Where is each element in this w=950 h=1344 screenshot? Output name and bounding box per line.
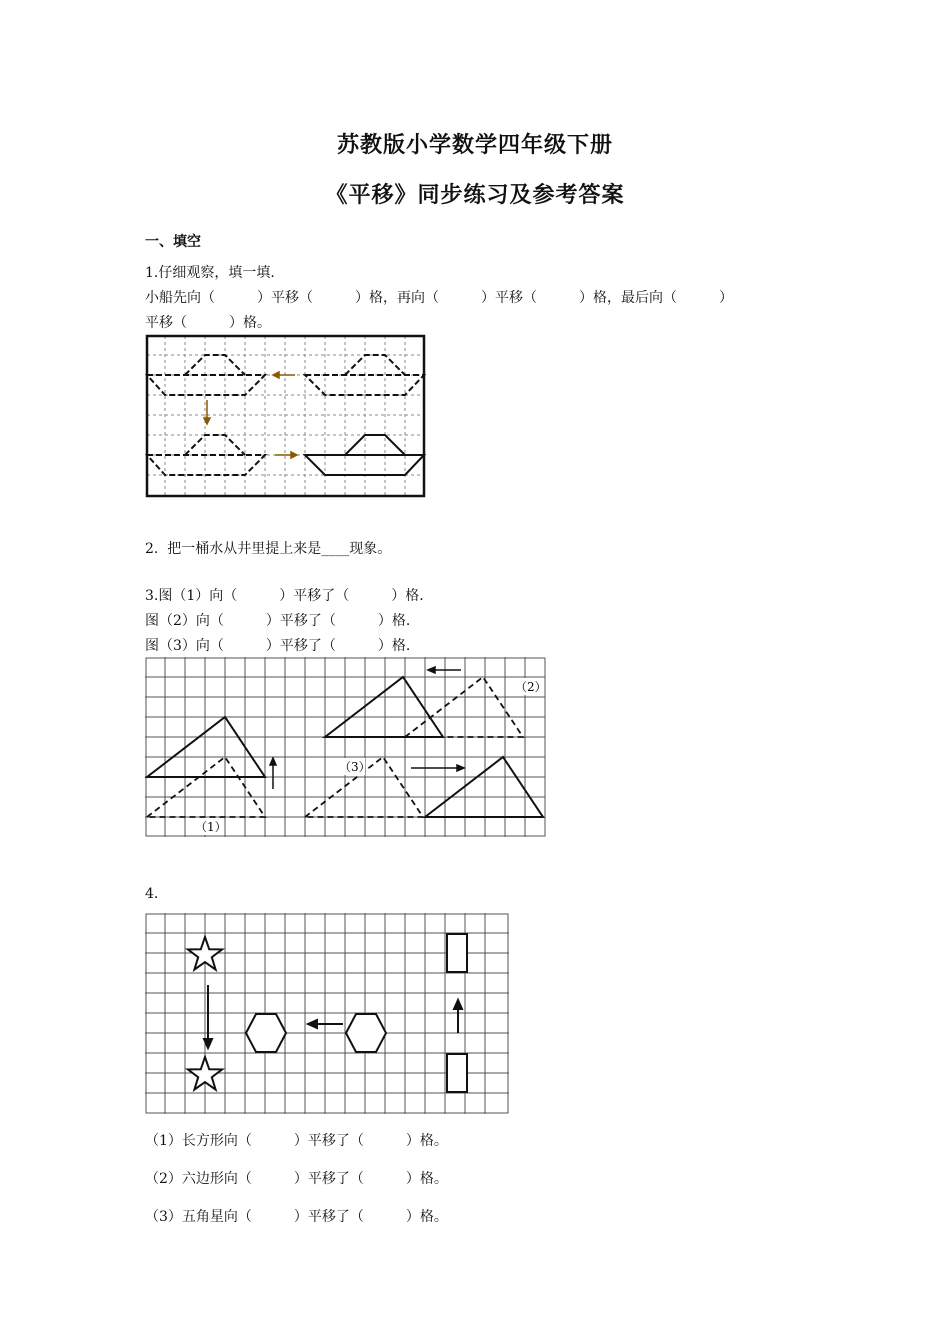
hexagon-left-shape <box>246 1014 286 1052</box>
hexagon-right-shape <box>346 1014 386 1052</box>
q1-question-line1: 小船先向（ ）平移（ ）格，再向（ ）平移（ ）格，最后向（ ） <box>145 290 733 306</box>
q4-shapes-grid-figure <box>145 913 511 1115</box>
q3-question-line2: 图（2）向（ ）平移了（ ）格. <box>145 613 411 629</box>
q3-question-line3: 图（3）向（ ）平移了（ ）格. <box>145 638 411 654</box>
q2-question: 2. 把一桶水从井里提上来是____现象。 <box>145 541 392 557</box>
q4-sub2-hexagon: （2）六边形向（ ）平移了（ ）格。 <box>145 1171 448 1187</box>
q4-label: 4. <box>145 886 159 902</box>
section-heading-fill-in: 一、填空 <box>145 234 201 250</box>
document-title-line2: 《平移》同步练习及参考答案 <box>325 183 625 208</box>
rectangle-bottom-shape <box>447 1054 467 1092</box>
q1-question-line2: 平移（ ）格。 <box>145 315 271 331</box>
q3-figure-label-2: （2） <box>515 680 547 694</box>
q1-prompt: 1.仔细观察，填一填. <box>145 265 275 281</box>
q3-figure-label-3: （3） <box>339 760 371 774</box>
q4-sub3-star: （3）五角星向（ ）平移了（ ）格。 <box>145 1209 448 1225</box>
q4-sub1-rectangle: （1）长方形向（ ）平移了（ ）格。 <box>145 1133 448 1149</box>
q3-question-line1: 3.图（1）向（ ）平移了（ ）格. <box>145 588 424 604</box>
q3-triangle-grid-figure <box>145 657 547 838</box>
rectangle-top-shape <box>447 934 467 972</box>
q1-boat-grid-figure <box>145 334 426 498</box>
q3-figure-label-1: （1） <box>195 820 227 834</box>
document-title-line1: 苏教版小学数学四年级下册 <box>336 133 613 158</box>
